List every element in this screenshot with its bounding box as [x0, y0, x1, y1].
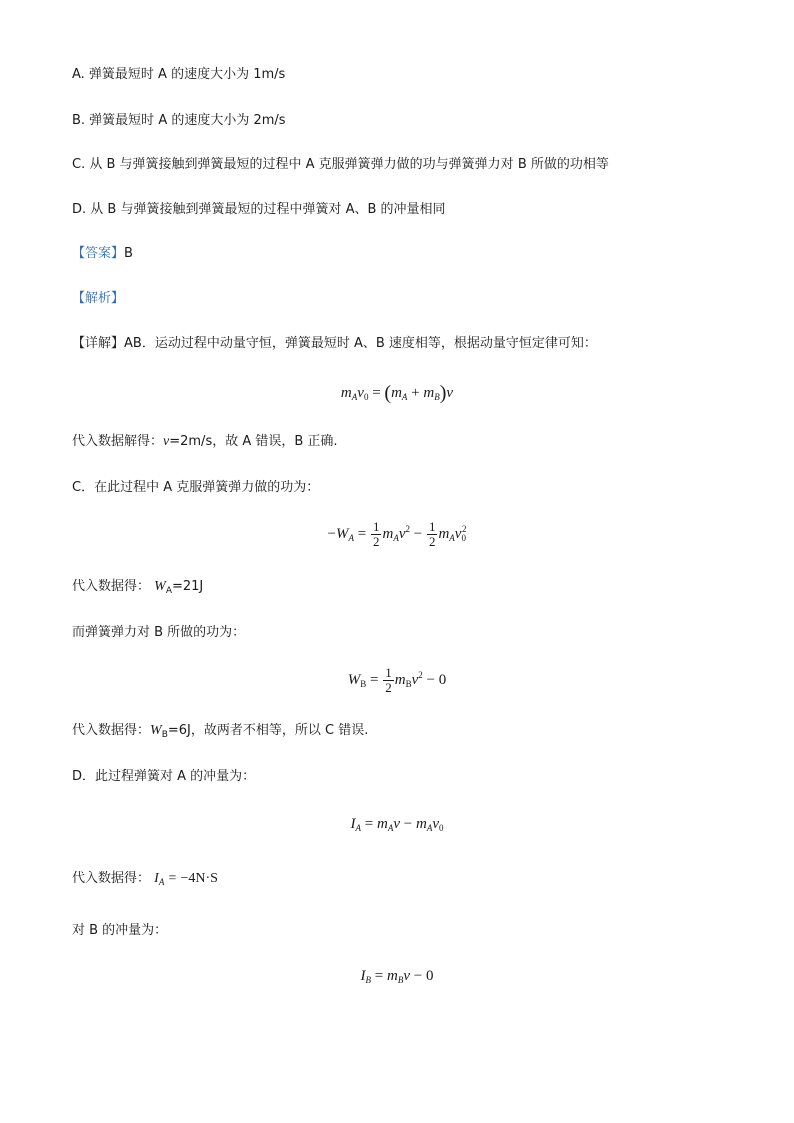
option-c: C. 从 B 与弹簧接触到弹簧最短的过程中 A 克服弹簧弹力做的功与弹簧弹力对 B 所做的功相等	[72, 157, 609, 172]
ab-result-value: =2m/s，故 A 错误，B 正确.	[169, 434, 338, 449]
d-intro: D．此过程弹簧对 A 的冲量为：	[72, 769, 256, 784]
d-b-intro: 对 B 的冲量为：	[72, 923, 168, 938]
ab-result	[72, 433, 338, 451]
c-result1-sub: A	[165, 586, 172, 596]
impulse-b-equation: $I_B = m_Bv - 0$	[360, 968, 434, 985]
d-result-prefix: 代入数据得：	[72, 871, 151, 886]
c-intro: C．在此过程中 A 克服弹簧弹力做的功为：	[72, 480, 320, 495]
c-result2-prefix: 代入数据得：	[72, 723, 151, 738]
c-result2-sub: B	[161, 730, 168, 740]
c-result1-value: =21J	[172, 579, 204, 594]
ab-result-var: v	[163, 434, 170, 449]
c-result-1	[72, 578, 203, 600]
momentum-equation: $m_Av_0 = (m_A + m_B)v$	[340, 382, 454, 404]
option-d: D. 从 B 与弹簧接触到弹簧最短的过程中弹簧对 A、B 的冲量相同	[72, 202, 446, 217]
work-a-equation: $-W_A$ = $\frac{1}{2}$ $m_Av^2$ − $\frac{1}{2}$ $m_Av_0^2$	[327, 519, 467, 549]
d-result: 代入数据得： $I_A = -4N\cdot S$	[72, 871, 218, 887]
option-b: B. 弹簧最短时 A 的速度大小为 2m/s	[72, 113, 286, 128]
impulse-a-equation: $I_A = m_Av - m_Av_0$	[350, 816, 444, 833]
answer-value: B	[124, 246, 133, 261]
c-result-2	[72, 722, 368, 744]
answer-line	[72, 245, 133, 263]
option-a: A. 弹簧最短时 A 的速度大小为 1m/s	[72, 67, 286, 82]
detail-ab-text: AB．运动过程中动量守恒，弹簧最短时 A、B 速度相等，根据动量守恒定律可知：	[124, 336, 597, 351]
c-b-intro: 而弹簧弹力对 B 所做的功为：	[72, 625, 246, 640]
answer-label: 【答案】	[72, 246, 125, 261]
c-result1-var: W	[154, 579, 166, 594]
ab-result-prefix: 代入数据解得：	[72, 434, 164, 449]
c-result2-value: =6J，故两者不相等，所以 C 错误.	[167, 723, 369, 738]
c-result2-var: W	[150, 723, 162, 738]
c-result1-prefix: 代入数据得：	[72, 579, 151, 594]
work-b-equation: $W_B$ = $\frac{1}{2}$ $m_Bv^2 - 0$	[347, 665, 447, 695]
detail-ab-intro	[72, 335, 597, 353]
detail-label: 【详解】	[72, 336, 125, 351]
analysis-label: 【解析】	[72, 291, 125, 306]
d-result-value: −4N·S	[180, 871, 218, 886]
